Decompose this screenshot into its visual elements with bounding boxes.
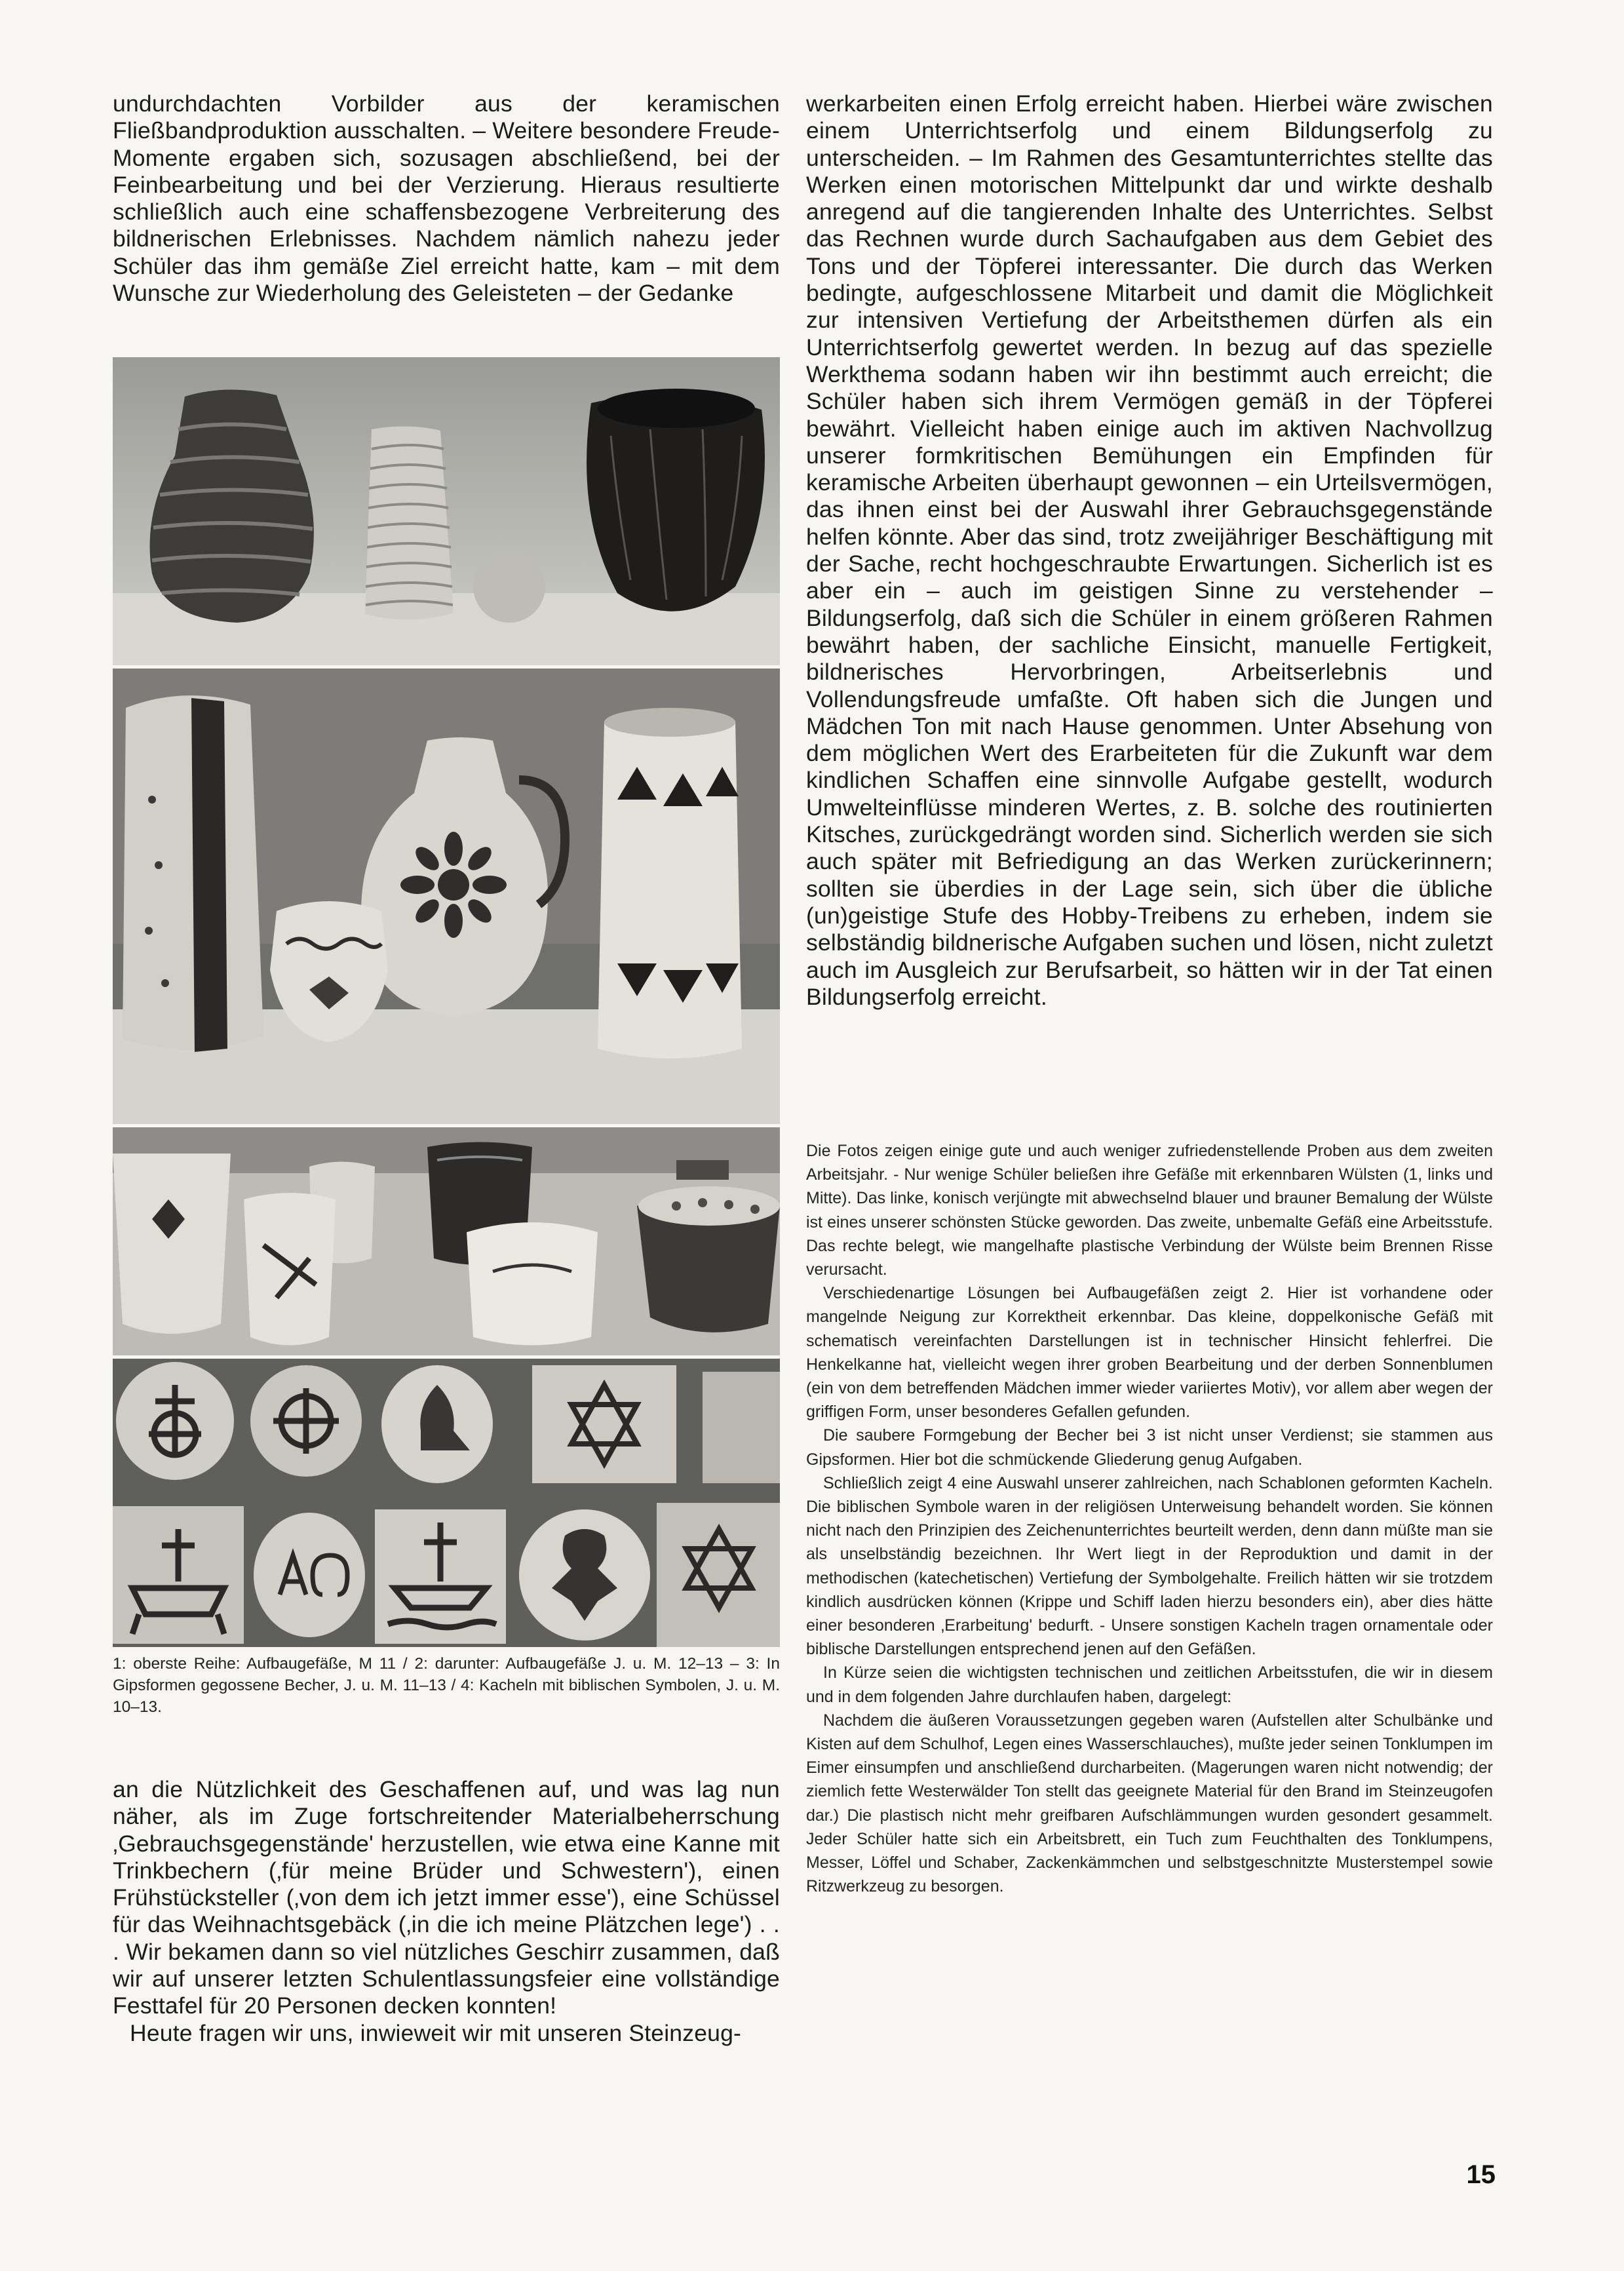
photo-coil-vessels — [113, 357, 780, 665]
explanation-paragraph: Verschiedenartige Lösungen bei Aufbaugefäßen zeigt 2. Hier ist vorhandene oder mangelnde Neigung zur Korrektheit erkennbar. Das kleine, doppelkonische Gefäß mit schematisch vereinfachten Darstellungen ist in technischer Hinsicht fehlerfrei. Die Henkelkanne hat, vielleicht wegen ihrer groben Bearbeitung und der derben Sonnenblumen (ein von dem betreffenden Mädchen immer wieder variiertes Motiv), vor allem aber wegen der griffigen Form, unser besonderes Gefallen gefunden. — [806, 1284, 1493, 1422]
explanation-paragraph: Die saubere Formgebung der Becher bei 3 ist nicht unser Verdienst; sie stammen aus Gipsformen. Hier bot die schmückende Gliederung genug Aufgaben. — [806, 1426, 1493, 1469]
explanation-paragraph: Die Fotos zeigen einige gute und auch weniger zufriedenstellende Proben aus dem zweiten Arbeitsjahr. - Nur wenige Schüler beließen ihre Gefäße mit erkennbaren Wülsten (1, links und Mitte). Das linke, konisch verjüngte mit abwechselnd blauer und brauner Bemalung der Wülste ist eines unserer schönsten Stücke geworden. Das zweite, unbemalte Gefäß eine Arbeitsstufe. Das rechte belegt, wie mangelhafte plastische Verbindung der Wülste beim Brennen Risse verursacht. — [806, 1142, 1493, 1279]
photo-jug-and-pots — [113, 669, 780, 1124]
explanation-paragraph: In Kürze seien die wichtigsten technischen und zeitlichen Arbeitsstufen, die wir in diesem und in dem folgenden Jahre durchlaufen haben, dargelegt: — [806, 1663, 1493, 1706]
explanation-paragraph: Schließlich zeigt 4 eine Auswahl unserer zahlreichen, nach Schablonen geformten Kacheln. Die biblischen Symbole waren in der religiösen Unterweisung behandelt worden. Sie können nicht nach den Prinzipien des Zeichenunterrichtes beurteilt werden, denn dann müßte man sie als unselbständig bezeichnen. Ihr Wert liegt in der Reproduktion und damit in der methodischen (katechetischen) Vertiefung der Symbolgehalte. Freilich hätten wir sie trotzdem kindlich ausdrücken können (Krippe und Schiff laden hierzu besonders ein), aber dies hätte einer besonderen ‚Erarbeitung' bedurft. - Unsere sonstigen Kacheln tragen ornamentale oder biblische Darstellungen entsprechend jenen auf den Gefäßen. — [806, 1473, 1493, 1659]
right-main-paragraph: werkarbeiten einen Erfolg erreicht haben. Hierbei wäre zwischen einem Unterrichtserfolg und einem Bildungserfolg zu unterscheiden. – Im Rahmen des Gesamtunterrichtes stellte das Werken einen motorischen Mittelpunkt dar und wirkte deshalb anregend auf die tangierenden Inhalte des Unterrichtes. Selbst das Rechnen wurde durch Sachaufgaben aus dem Gebiet des Tons und der Töpferei interessanter. Die durch das Werken bedingte, aufgeschlossene Mitarbeit und damit die Möglichkeit zur intensiven Vertiefung der Arbeitsthemen dürfen als ein Unterrichtserfolg gewertet werden. In bezug auf das spezielle Werkthema sodann haben wir ihn bestimmt auch erreicht; die Schüler haben sich ihrem Vermögen gemäß in der Töpferei bewährt. Vielleicht haben einige auch im aktiven Nachvollzug unserer formkritischen Bemühungen ein Empfinden für keramische Arbeiten überhaupt gewonnen – ein Urteilsvermögen, das ihnen einst bei der Auswahl ihrer Gebrauchsgegenstände helfen könnte. Aber das sind, trotz zweijähriger Beschäftigung mit der Sache, recht hochgeschraubte Erwartungen. Sicherlich ist es aber ein – auch im geistigen Sinne zu verstehender – Bildungserfolg, daß sich die Schüler in einem größeren Rahmen bewährt haben, der sachliche Einsicht, manuelle Fertigkeit, bildnerisches Hervorbringen, Arbeitserlebnis und Vollendungsfreude umfaßte. Oft haben sich die Jungen und Mädchen Ton mit nach Hause genommen. Unter Absehung von dem möglichen Wert des Erarbeiteten für die Zukunft war dem kindlichen Schaffen eine sinnvolle Aufgabe gestellt, wodurch Umwelteinflüsse minderen Wertes, z. B. solche des routinierten Kitsches, zurückgedrängt worden sind. Sicherlich werden sie sich auch später mit Befriedigung an das Werken zurückerinnern; sollten sie überdies in der Lage sein, sich über die übliche (un)geistige Stufe des Hobby-Treibens zu erheben, indem sie selbständig bildnerische Aufgaben suchen und lösen, nicht zuletzt auch im Ausgleich zur Berufsarbeit, so hätten wir in der Tat einen Bildungserfolg erreicht. — [806, 90, 1493, 1010]
bottom-left-paragraph: Heute fragen wir uns, inwieweit wir mit unseren Steinzeug- — [130, 2019, 742, 2046]
top-left-text — [113, 90, 780, 307]
explanation-paragraph: Nachdem die äußeren Voraussetzungen gegeben waren (Aufstellen alter Schulbänke und Kisten auf dem Schulhof, Legen eines Wasserschlauches), mußte jeder seinen Tonklumpen im Eimer einsumpfen und anschließend durcharbeiten. (Magerungen waren nicht notwendig; der ziemlich fette Westerwälder Ton stellt das geeignete Material für den Brand im Steinzeugofen dar.) Die plastisch nicht mehr greifbaren Aufschlämmungen wurden gesondert gesammelt. Jeder Schüler hatte sich ein Arbeitsbrett, ein Tuch zum Feuchthalten des Tonklumpens, Messer, Löffel und Schaber, Zackenkämmchen und selbstgeschnitzte Musterstempel sowie Ritzwerkzeug zu besorgen. — [806, 1711, 1493, 1896]
photo-biblical-tiles — [113, 1359, 780, 1647]
photo-cast-cups — [113, 1127, 780, 1355]
bottom-left-text — [113, 1776, 780, 2047]
photo-caption: 1: oberste Reihe: Aufbaugefäße, M 11 / 2: darunter: Aufbaugefäße J. u. M. 12–13 – 3: In Gipsformen gegossene Becher, J. u. M. 11–13 / 4: Kacheln mit biblischen Symbolen, J. u. M. 10–13. — [113, 1655, 780, 1716]
photo-explanation-text — [806, 1139, 1493, 1899]
bottom-left-paragraph: an die Nützlichkeit des Geschaffenen auf, und was lag nun näher, als im Zuge fortschreitender Materialbeherrschung ‚Gebrauchsgegenstände' herzustellen, wie etwa eine Kanne mit Trinkbechern (‚für meine Brüder und Schwestern'), einen Frühstücksteller (‚von dem ich jetzt immer esse'), eine Schüssel für das Weihnachtsgebäck (‚in die ich meine Plätzchen lege') . . . Wir bekamen dann so viel nützliches Geschirr zusammen, daß wir auf unserer letzten Schulentlassungsfeier eine vollständige Festtafel für 20 Personen decken konnten! — [113, 1776, 780, 2019]
top-left-paragraph: undurchdachten Vorbilder aus der keramischen Fließbandproduktion ausschalten. – Weitere besondere Freude-Momente ergaben sich, sozusagen abschließend, bei der Feinbearbeitung und bei der Verzierung. Hieraus resultierte schließlich auch eine schaffensbezogene Verbreiterung des bildnerischen Erlebnisses. Nachdem nämlich nahezu jeder Schüler das ihm gemäße Ziel erreicht hatte, kam – mit dem Wunsche zur Wiederholung des Geleisteten – der Gedanke — [113, 90, 780, 307]
right-main-text — [806, 90, 1493, 1011]
page-number: 15 — [1466, 2160, 1496, 2189]
